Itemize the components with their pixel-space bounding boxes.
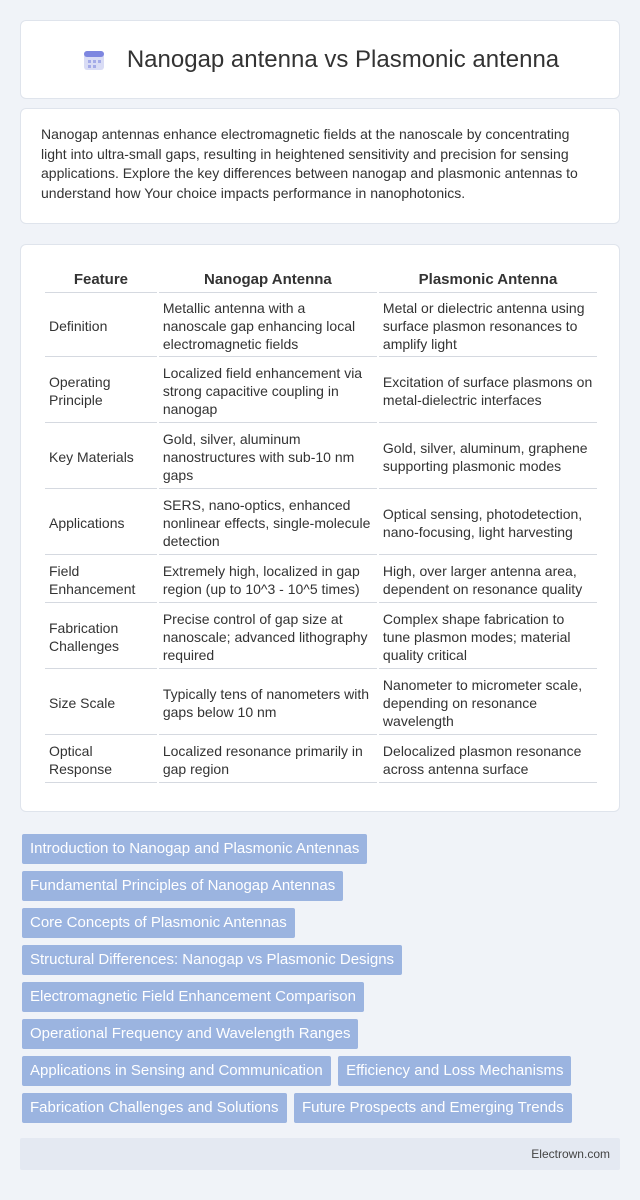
topic-link[interactable]: Electromagnetic Field Enhancement Comparison bbox=[22, 982, 364, 1012]
table-row bbox=[45, 605, 597, 669]
table-cell: Excitation of surface plasmons on metal-dielectric interfaces bbox=[379, 359, 597, 423]
topic-link[interactable]: Efficiency and Loss Mechanisms bbox=[338, 1056, 571, 1086]
table-cell: Complex shape fabrication to tune plasmon modes; material quality critical bbox=[379, 605, 597, 669]
table-cell: Key Materials bbox=[45, 425, 157, 489]
table-cell: Field Enhancement bbox=[45, 557, 157, 603]
table-header-row bbox=[45, 267, 597, 293]
table-cell: SERS, nano-optics, enhanced nonlinear effects, single-molecule detection bbox=[159, 491, 377, 555]
table-row bbox=[45, 491, 597, 555]
table-row bbox=[45, 425, 597, 489]
intro-text: Nanogap antennas enhance electromagnetic fields at the nanoscale by concentrating light into ultra-small gaps, resulting in heightened sensitivity and precision for sensing applications. Explore the key differences between nanogap and plasmonic antennas to understand how Your choice impacts performance in nanophotonics. bbox=[41, 126, 578, 201]
table-cell: Gold, silver, aluminum nanostructures with sub-10 nm gaps bbox=[159, 425, 377, 489]
comparison-table bbox=[43, 265, 599, 785]
table-row bbox=[45, 671, 597, 735]
table-cell: Optical Response bbox=[45, 737, 157, 783]
topic-link[interactable]: Future Prospects and Emerging Trends bbox=[294, 1093, 572, 1123]
topic-links bbox=[22, 834, 618, 1130]
topic-link[interactable]: Core Concepts of Plasmonic Antennas bbox=[22, 908, 295, 938]
table-cell: Localized resonance primarily in gap region bbox=[159, 737, 377, 783]
table-row bbox=[45, 737, 597, 783]
table-cell: Fabrication Challenges bbox=[45, 605, 157, 669]
table-row bbox=[45, 359, 597, 423]
table-cell: Nanometer to micrometer scale, depending on resonance wavelength bbox=[379, 671, 597, 735]
header-feature: Feature bbox=[45, 267, 157, 293]
topic-link[interactable]: Applications in Sensing and Communication bbox=[22, 1056, 331, 1086]
table-cell: Typically tens of nanometers with gaps below 10 nm bbox=[159, 671, 377, 735]
table-cell: Optical sensing, photodetection, nano-focusing, light harvesting bbox=[379, 491, 597, 555]
header-plasmonic: Plasmonic Antenna bbox=[379, 267, 597, 293]
footer bbox=[20, 1138, 620, 1170]
table-cell: Metal or dielectric antenna using surface plasmon resonances to amplify light bbox=[379, 295, 597, 357]
table-cell: Precise control of gap size at nanoscale; advanced lithography required bbox=[159, 605, 377, 669]
footer-brand[interactable]: Electrown.com bbox=[531, 1147, 610, 1161]
table-cell: Extremely high, localized in gap region (up to 10^3 - 10^5 times) bbox=[159, 557, 377, 603]
table-cell: Applications bbox=[45, 491, 157, 555]
calendar-icon bbox=[81, 47, 107, 73]
topic-link[interactable]: Fundamental Principles of Nanogap Antennas bbox=[22, 871, 343, 901]
title-card bbox=[20, 20, 620, 99]
page-title: Nanogap antenna vs Plasmonic antenna bbox=[126, 45, 560, 73]
topic-link[interactable]: Structural Differences: Nanogap vs Plasmonic Designs bbox=[22, 945, 402, 975]
intro-card bbox=[20, 108, 620, 224]
table-cell: Definition bbox=[45, 295, 157, 357]
table-cell: Size Scale bbox=[45, 671, 157, 735]
topic-link[interactable]: Operational Frequency and Wavelength Ranges bbox=[22, 1019, 358, 1049]
table-cell: Operating Principle bbox=[45, 359, 157, 423]
table-cell: Delocalized plasmon resonance across antenna surface bbox=[379, 737, 597, 783]
table-cell: Localized field enhancement via strong capacitive coupling in nanogap bbox=[159, 359, 377, 423]
topic-link[interactable]: Introduction to Nanogap and Plasmonic Antennas bbox=[22, 834, 367, 864]
comparison-table-card bbox=[20, 244, 620, 812]
table-cell: Gold, silver, aluminum, graphene supporting plasmonic modes bbox=[379, 425, 597, 489]
table-row bbox=[45, 295, 597, 357]
table-cell: High, over larger antenna area, dependent on resonance quality bbox=[379, 557, 597, 603]
topic-link[interactable]: Fabrication Challenges and Solutions bbox=[22, 1093, 287, 1123]
table-row bbox=[45, 557, 597, 603]
header-nanogap: Nanogap Antenna bbox=[159, 267, 377, 293]
table-cell: Metallic antenna with a nanoscale gap enhancing local electromagnetic fields bbox=[159, 295, 377, 357]
